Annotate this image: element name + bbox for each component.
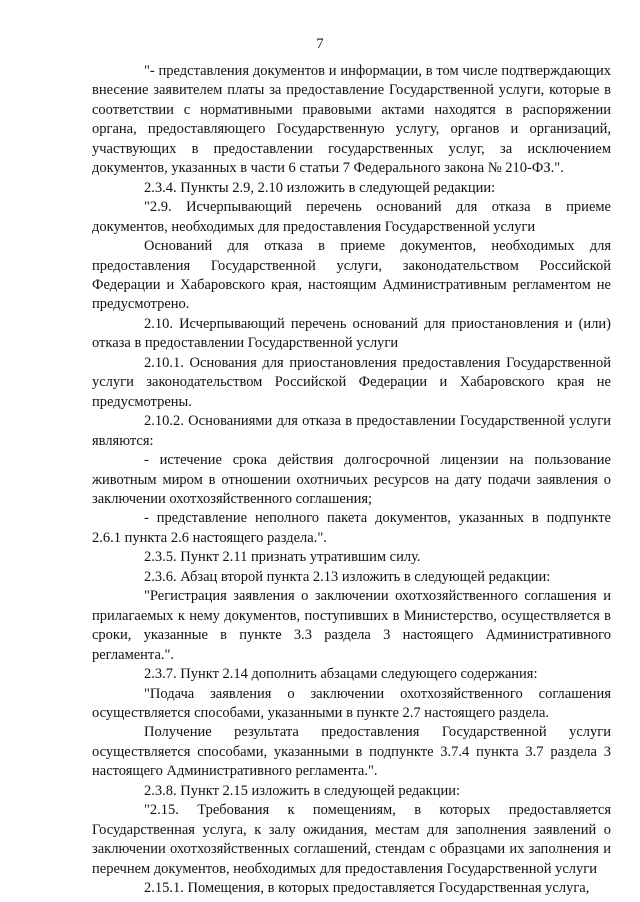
- paragraph: 2.10.2. Основаниями для отказа в предоставлении Государственной услуги являются:: [92, 413, 611, 449]
- paragraph: - представление неполного пакета документов, указанных в подпункте 2.6.1 пункта 2.6 настоящего раздела.".: [92, 510, 611, 546]
- paragraph: Получение результата предоставления Государственной услуги осуществляется способами, указанными в подпункте 3.7.4 пункта 3.7 раздела 3 настоящего Административного регламента.".: [92, 724, 611, 780]
- paragraph: 2.3.5. Пункт 2.11 признать утратившим силу.: [144, 549, 421, 566]
- paragraph: 2.3.6. Абзац второй пункта 2.13 изложить в следующей редакции:: [144, 568, 551, 585]
- paragraph: "Регистрация заявления о заключении охотхозяйственного соглашения и прилагаемых к нему документов, поступивших в Министерство, осуществляется в сроки, указанные в пункте 3.3 раздела 3 настоящего Административного регламента.".: [92, 588, 611, 663]
- paragraph: "- представления документов и информации, в том числе подтверждающих внесение заявителем платы за предоставление Государственной услуги, которые в соответствии с нормативными правовыми актами находятся в распоряжении органа, предоставляющего Государственную услугу, органов и организаций, участвующих в предоставлении государственных услуг, за исключением документов, указанных в части 6 статьи 7 Федерального закона № 210-ФЗ.".: [92, 63, 611, 177]
- paragraph: "2.15. Требования к помещениям, в которых предоставляется Государственная услуга, к залу ожидания, местам для заполнения заявлений о заключении охотхозяйственных соглашений, стендам с образцами их заполнения и перечнем документов, необходимых для предоставления Государственной услуги: [92, 802, 611, 877]
- paragraph: 2.10. Исчерпывающий перечень оснований для приостановления и (или) отказа в предоставлении Государственной услуги: [92, 315, 611, 352]
- paragraph: 2.10.1. Основания для приостановления предоставления Государственной услуги законодательством Российской Федерации и Хабаровского края не предусмотрены.: [92, 354, 611, 410]
- paragraph: 2.15.1. Помещения, в которых предоставляется Государственная услуга,: [144, 880, 590, 897]
- paragraph: "2.9. Исчерпывающий перечень оснований для отказа в приеме документов, необходимых для предоставления Государственной услуги: [92, 199, 611, 235]
- paragraph: 2.3.4. Пункты 2.9, 2.10 изложить в следующей редакции:: [144, 179, 496, 196]
- paragraph: 2.3.8. Пункт 2.15 изложить в следующей редакции:: [144, 782, 461, 799]
- document-body: [92, 62, 611, 898]
- paragraph: 2.3.7. Пункт 2.14 дополнить абзацами следующего содержания:: [144, 666, 538, 683]
- paragraph: "Подача заявления о заключении охотхозяйственного соглашения осуществляется способами, указанными в пункте 2.7 настоящего раздела.: [92, 685, 611, 721]
- page-number: 7: [316, 36, 324, 52]
- paragraph: Оснований для отказа в приеме документов, необходимых для предоставления Государственной услуги, законодательством Российской Федерации и Хабаровского края, настоящим Административным регламентом не предусмотрено.: [92, 238, 611, 313]
- paragraph: - истечение срока действия долгосрочной лицензии на пользование животным миром в отношении охотничьих ресурсов на дату подачи заявления о заключении охотхозяйственного соглашения;: [92, 452, 611, 507]
